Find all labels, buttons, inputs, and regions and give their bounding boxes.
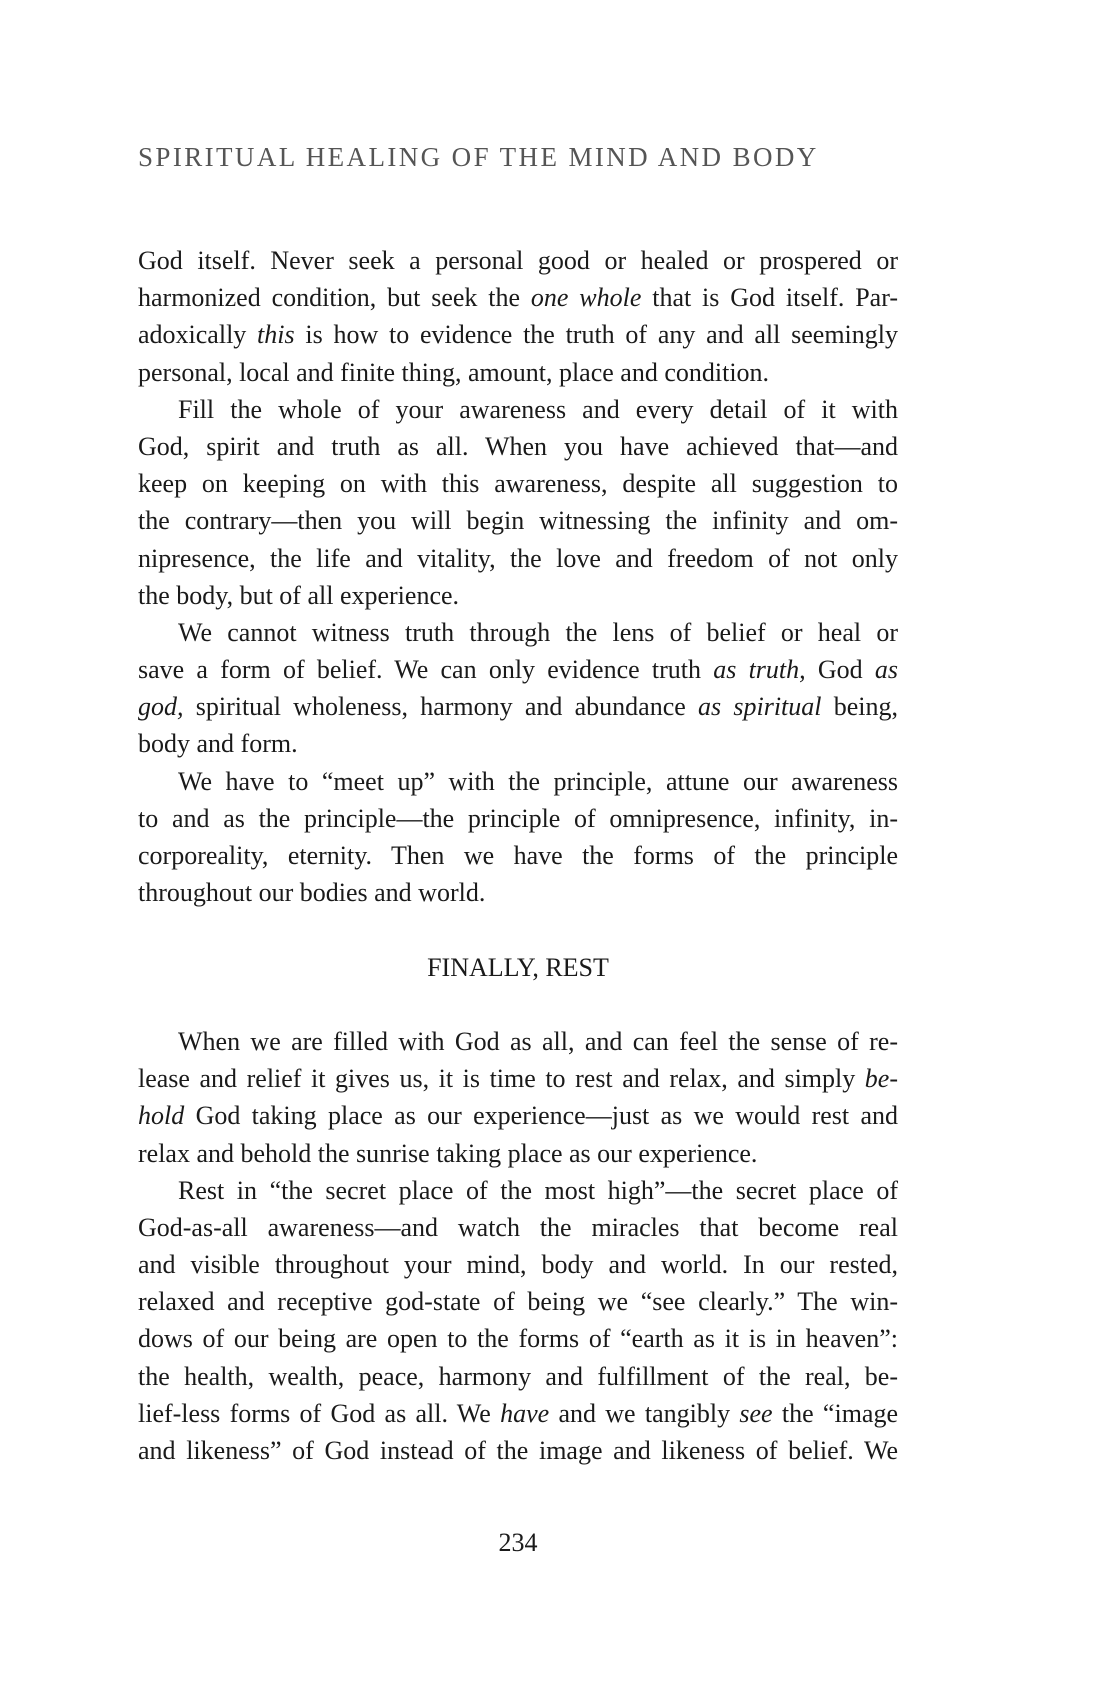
text-run: the “image (772, 1398, 898, 1428)
text-line (138, 577, 898, 614)
text-line (138, 1283, 898, 1320)
text-run: and we tangibly (549, 1398, 740, 1428)
text-run: spiritual wholeness, harmony and abundance (183, 692, 699, 722)
text-run: We have to “meet up” with the principle, attune our awareness (178, 766, 898, 796)
text-run: and likeness” of God instead of the image and likeness of belief. We (138, 1436, 898, 1465)
text-run: corporeality, eternity. Then we have the forms of the principle (138, 841, 898, 870)
italic-text: this (257, 320, 295, 350)
text-line (138, 651, 898, 688)
text-run: relax and behold the sunrise taking place as our experience. (138, 1138, 758, 1168)
text-line (138, 354, 898, 391)
text-run: harmonized condition, but seek the (138, 283, 531, 313)
text-run: adoxically (138, 320, 258, 350)
italic-text: one whole (530, 283, 642, 313)
text-run: nipresence, the life and vitality, the love and freedom of not only (138, 543, 898, 573)
italic-text: have (500, 1398, 550, 1428)
text-line (138, 1060, 898, 1097)
text-run: Fill the whole of your awareness and every detail of it with (178, 394, 898, 424)
paragraph-first-line (138, 391, 898, 428)
text-run: the contrary—then you will begin witnessing the infinity and om- (138, 506, 898, 536)
text-line (138, 837, 898, 874)
text-run: lease and relief it gives us, it is time to rest and relax, and simply (138, 1064, 865, 1094)
italic-text: as (874, 655, 898, 685)
italic-text: as truth, (713, 655, 806, 685)
paragraph-first-line (138, 1023, 898, 1060)
running-head: SPIRITUAL HEALING OF THE MIND AND BODY (138, 142, 819, 172)
text-line (138, 279, 898, 316)
text-line (138, 540, 898, 577)
paragraph-first-line (138, 1172, 898, 1209)
text-run: God taking place as our experience—just as we would rest and (184, 1101, 898, 1131)
text-run: dows of our being are open to the forms of “earth as it is in heaven”: (138, 1324, 898, 1354)
text-run: lief-less forms of God as all. We (138, 1398, 501, 1428)
paragraph-first-line (138, 763, 898, 800)
text-line (138, 428, 898, 465)
text-line (138, 1320, 898, 1357)
italic-text: god, (138, 692, 184, 722)
text-run: FINALLY, REST (427, 952, 609, 982)
text-line (138, 465, 898, 502)
text-run: keep on keeping on with this awareness, despite all suggestion to (138, 469, 898, 499)
text-line (138, 502, 898, 539)
text-run: God, spirit and truth as all. When you have achieved that—and (138, 431, 898, 461)
body-text (138, 242, 898, 1469)
text-run: God-as-all awareness—and watch the miracles that become real (138, 1212, 898, 1242)
text-line (138, 1246, 898, 1283)
text-run: throughout our bodies and world. (138, 878, 486, 908)
text-run: is how to evidence the truth of any and all seemingly (294, 320, 898, 350)
italic-text: see (739, 1398, 773, 1428)
paragraph-first-line (138, 614, 898, 651)
text-line (138, 316, 898, 353)
text-line (138, 242, 898, 279)
text-run: and visible throughout your mind, body and world. In our rested, (138, 1250, 898, 1280)
text-run: being, (821, 692, 899, 722)
section-heading (138, 949, 898, 986)
text-run: save a form of belief. We can only evidence truth (138, 655, 714, 685)
text-line (138, 1395, 898, 1432)
text-line (138, 874, 898, 911)
text-line (138, 1358, 898, 1395)
text-run: relaxed and receptive god-state of being we “see clearly.” The win- (138, 1287, 898, 1317)
text-line (138, 1097, 898, 1134)
text-run: the body, but of all experience. (138, 580, 460, 610)
text-run: that is God itself. Par- (641, 283, 899, 313)
text-run: the health, wealth, peace, harmony and fulfillment of the real, be- (138, 1361, 898, 1391)
italic-text: as spiritual (698, 692, 822, 722)
text-run: God (805, 655, 875, 685)
text-line (138, 1209, 898, 1246)
text-line (138, 800, 898, 837)
text-run: We cannot witness truth through the lens of belief or heal or (178, 617, 898, 647)
text-run: God itself. Never seek a personal good or healed or prospered or (138, 246, 898, 275)
text-run: Rest in “the secret place of the most high”—the secret place of (178, 1175, 898, 1205)
text-run: personal, local and finite thing, amount, place and condition. (138, 357, 770, 387)
italic-text: hold (138, 1101, 185, 1131)
text-line (138, 1135, 898, 1172)
text-run: When we are filled with God as all, and can feel the sense of re- (178, 1026, 898, 1056)
text-run: body and form. (138, 729, 298, 759)
page-number: 234 (498, 1528, 538, 1557)
text-line (138, 688, 898, 725)
text-run: to and as the principle—the principle of omnipresence, infinity, in- (138, 803, 898, 833)
text-line (138, 1432, 898, 1469)
blank-line (138, 986, 898, 1023)
blank-line (138, 911, 898, 948)
italic-text: be- (864, 1064, 898, 1094)
text-line (138, 725, 898, 762)
